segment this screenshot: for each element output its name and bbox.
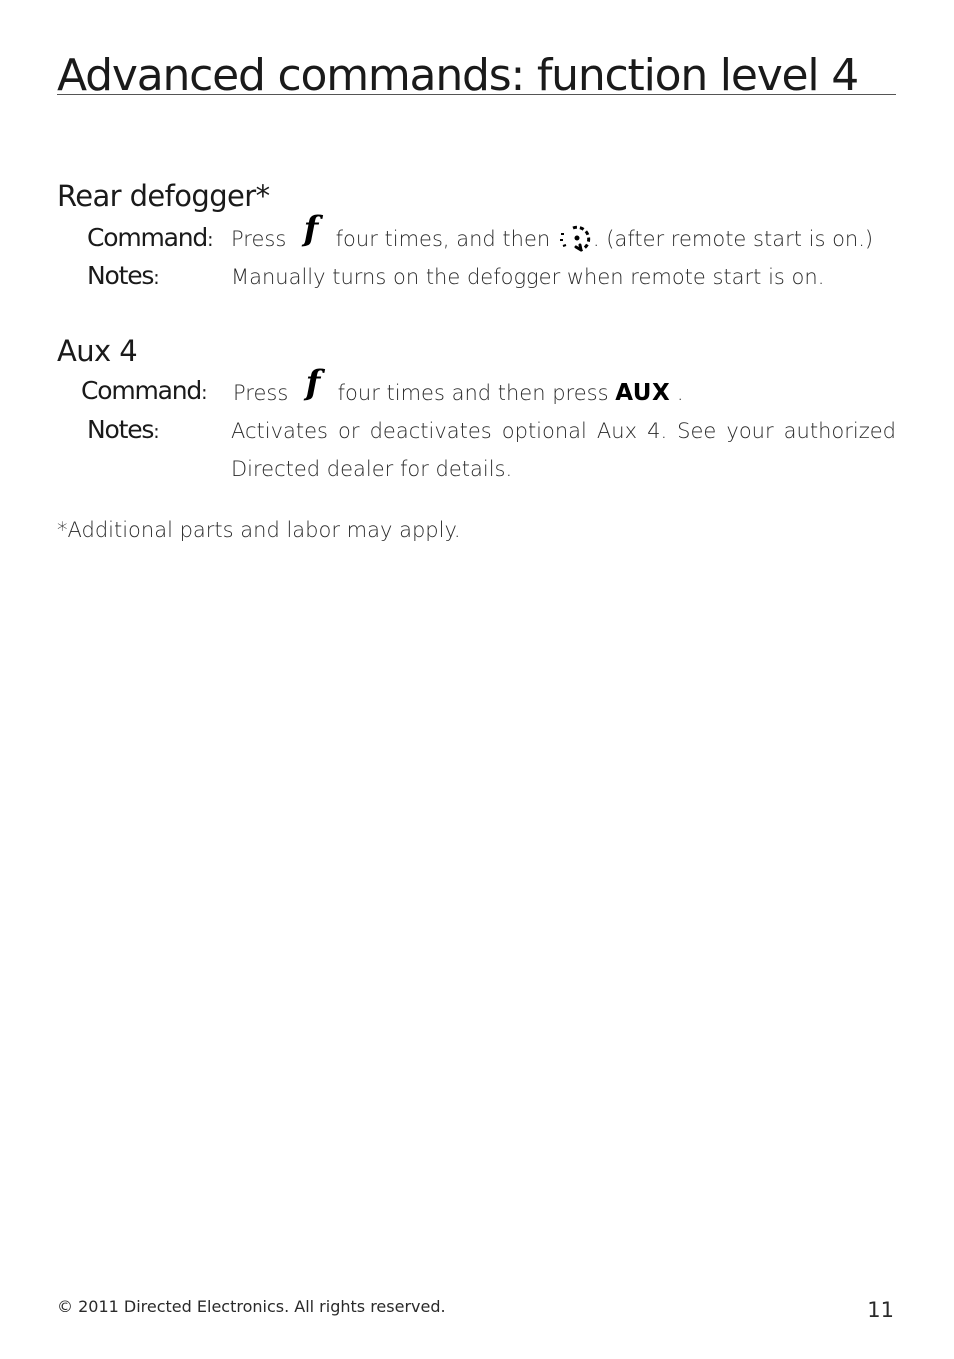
footnote: *Additional parts and labor may apply. (57, 518, 461, 542)
command-label-colon: : (207, 229, 214, 251)
page-title: Advanced commands: function level 4 (57, 50, 859, 101)
notes-label-text: Notes (87, 261, 154, 290)
command-end-text: . (676, 381, 684, 405)
notes-label-text: Notes (87, 415, 154, 444)
command-end-text: . (after remote start is on.) (592, 227, 874, 251)
aux-4-command (233, 363, 684, 408)
command-label (87, 223, 214, 255)
function-button-icon: f (305, 363, 321, 403)
notes-label-colon: : (153, 267, 160, 289)
command-label (81, 376, 208, 408)
remote-start-icon (557, 224, 593, 254)
rear-defogger-notes: Manually turns on the defogger when remote start is on. (231, 265, 825, 289)
command-label-colon: : (201, 382, 208, 404)
copyright-notice: © 2011 Directed Electronics. All rights reserved. (57, 1297, 446, 1316)
title-underline (57, 94, 896, 95)
command-middle-text: four times, and then (335, 227, 551, 251)
command-label-text: Command (81, 376, 202, 405)
rear-defogger-command (231, 209, 874, 254)
function-button-icon: f (303, 209, 319, 249)
page-number: 11 (867, 1298, 894, 1322)
aux-button-icon: AUX (615, 380, 671, 406)
notes-label (87, 261, 160, 293)
command-middle-text: four times and then press (337, 381, 609, 405)
command-press-text: Press (233, 381, 289, 405)
notes-label-colon: : (153, 421, 160, 443)
section-heading-rear-defogger: Rear defogger* (57, 179, 270, 213)
notes-label (87, 415, 160, 447)
section-heading-aux-4: Aux 4 (57, 334, 138, 368)
command-press-text: Press (231, 227, 287, 251)
aux-4-notes: Activates or deactivates optional Aux 4. See your authorized Directed dealer for details. (231, 419, 896, 481)
command-label-text: Command (87, 223, 208, 252)
